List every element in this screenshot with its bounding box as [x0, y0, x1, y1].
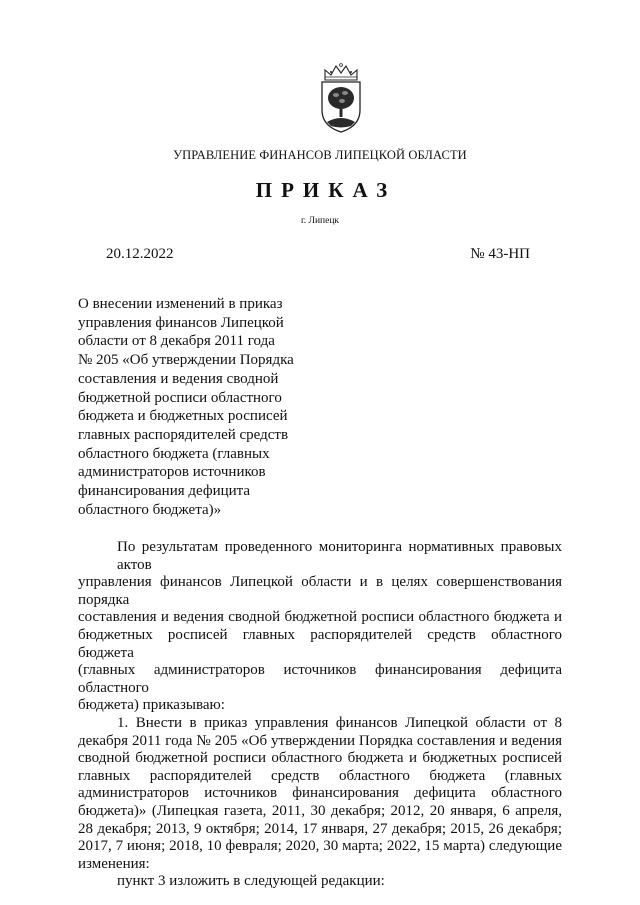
subject-line: О внесении изменений в приказ: [78, 296, 283, 312]
subject-line: бюджетной росписи областного: [78, 389, 282, 406]
body-line: пункт 3 изложить в следующей редакции:: [117, 873, 385, 890]
body-line: составления и ведения сводной бюджетной росписи областного бюджета и: [78, 609, 562, 626]
subject-line: областного бюджета (главных: [78, 445, 270, 462]
city-label: г. Липецк: [300, 216, 340, 226]
body-line: По результатам проведенного мониторинга нормативных правовых актов: [117, 539, 562, 573]
body-line: главных распорядителей средств областного бюджета (главных: [78, 767, 562, 784]
body-line: бюджета) приказываю:: [78, 697, 225, 714]
subject-line: администраторов источников: [78, 464, 266, 481]
subject-line: областного бюджета)»: [78, 501, 222, 518]
document-date: 20.12.2022: [106, 246, 174, 262]
subject-line: бюджета и бюджетных росписей: [78, 408, 288, 425]
body-line: управления финансов Липецкой области и в целях совершенствования порядка: [78, 574, 562, 608]
body-line: администраторов источников финансирования дефицита областного: [78, 785, 562, 802]
coat-of-arms-emblem: [317, 62, 365, 134]
body-line: бюджетных росписей главных распорядителей средств областного бюджета: [78, 626, 562, 661]
subject-line: № 205 «Об утверждении Порядка: [78, 352, 294, 369]
body-line: 28 декабря; 2013, 9 октября; 2014, 17 января, 27 декабря; 2015, 26 декабря;: [78, 820, 562, 837]
body-line: изменения:: [78, 855, 150, 872]
body-line: (главных администраторов источников финансирования дефицита областного: [78, 662, 562, 696]
document-number: № 43-НП: [470, 246, 530, 262]
body-line: сводной бюджетной росписи областного бюджета и бюджетных росписей: [78, 750, 562, 767]
body-line: бюджета)» (Липецкая газета, 2011, 30 декабря; 2012, 20 января, 6 апреля,: [78, 802, 562, 819]
subject-line: главных распорядителей средств: [78, 426, 289, 443]
organization-name: УПРАВЛЕНИЕ ФИНАНСОВ ЛИПЕЦКОЙ ОБЛАСТИ: [173, 148, 467, 162]
subject-line: составления и ведения сводной: [78, 370, 279, 387]
order-body: [78, 539, 562, 891]
subject-line: области от 8 декабря 2011 года: [78, 333, 275, 350]
body-line: 2017, 7 июня; 2018, 10 февраля; 2020, 30 марта; 2022, 15 марта) следующие: [78, 838, 562, 855]
subject-line: управления финансов Липецкой: [78, 314, 284, 331]
body-line: 1. Внести в приказ управления финансов Липецкой области от 8: [117, 714, 562, 731]
document-type-title: ПРИКАЗ: [255, 178, 397, 202]
body-line: декабря 2011 года № 205 «Об утверждении Порядка составления и ведения: [78, 732, 562, 749]
subject-line: финансирования дефицита: [78, 483, 251, 500]
order-subject: [78, 295, 318, 519]
